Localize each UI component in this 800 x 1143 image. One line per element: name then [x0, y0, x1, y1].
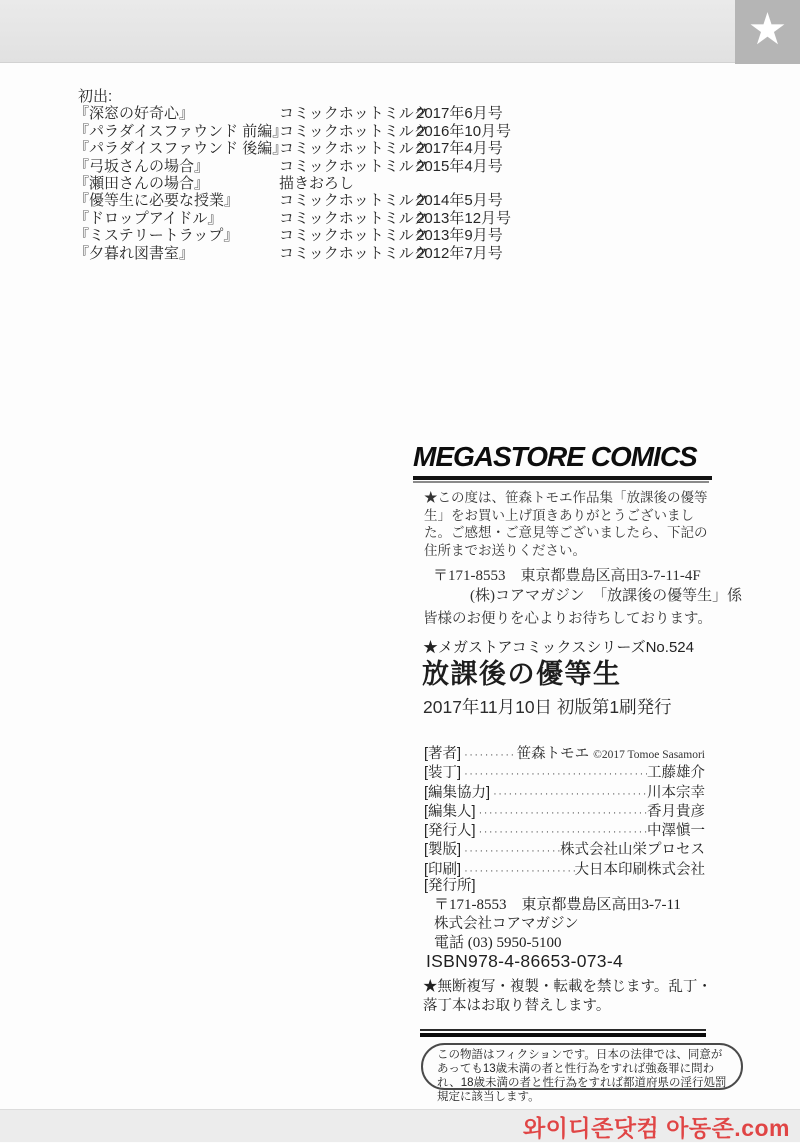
- issue-date: 2013年12月号: [416, 209, 512, 227]
- credit-label: [製版]: [424, 842, 462, 859]
- publication-row: [74, 140, 511, 157]
- credit-label: [著者]: [424, 746, 462, 762]
- magazine-name: 描きおろし: [279, 175, 355, 193]
- copy-prohibition-notice: ★無断複写・複製・転載を禁じます。乱丁・落丁本はお取り替えします。: [423, 979, 712, 1014]
- work-title: 『優等生に必要な授業』: [74, 192, 240, 210]
- rule-thick: [420, 1033, 706, 1037]
- credit-row-editing-support: [424, 781, 705, 800]
- credit-value: 中澤愼一: [647, 823, 705, 840]
- magazine-name: コミックホットミルク: [279, 244, 429, 262]
- credit-label: [発行人]: [424, 823, 476, 840]
- publisher-company: 株式会社コアマガジン: [434, 916, 579, 932]
- mail-address-line1: 〒171-8553 東京都豊島区高田3-7-11-4F: [433, 568, 701, 584]
- credit-label: [編集協力]: [424, 784, 491, 801]
- watermark-text: 와이디존닷컴 아동존.com: [522, 1114, 790, 1141]
- credit-value: 香月貴彦: [647, 803, 705, 820]
- publication-row: [74, 175, 511, 192]
- issue-date: 2014年5月号: [416, 192, 503, 210]
- mail-address-line2: (株)コアマガジン 「放課後の優等生」係: [470, 588, 743, 604]
- work-title: 『夕暮れ図書室』: [74, 244, 195, 262]
- dot-leader: [461, 768, 647, 780]
- magazine-name: コミックホットミルク: [279, 157, 429, 175]
- book-title: 放課後の優等生: [422, 659, 622, 689]
- credit-value: 笹森トモエ: [516, 746, 590, 762]
- dot-leader: [461, 865, 574, 877]
- publication-row: [74, 123, 511, 140]
- dot-leader: [476, 826, 647, 838]
- credit-label: [装丁]: [424, 765, 462, 782]
- publisher-phone: 電話 (03) 5950-5100: [434, 935, 562, 951]
- reader-mail-address: [433, 566, 742, 606]
- issue-date: 2016年10月号: [416, 122, 512, 140]
- thank-you-note: ★この度は、笹森トモエ作品集「放課後の優等生」をお買い上げ頂きありがとうございました。ご感想・ご意見等ございましたら、下記の住所までお送りください。: [424, 490, 708, 558]
- work-title: 『弓坂さんの場合』: [74, 157, 210, 175]
- isbn-number: ISBN978-4-86653-073-4: [426, 951, 623, 971]
- dot-leader: [461, 749, 517, 761]
- waiting-note: 皆様のお便りを心よりお待ちしております。: [423, 611, 712, 627]
- credit-row-editor: [424, 800, 705, 819]
- issue-date: 2013年9月号: [416, 227, 503, 245]
- credit-label: [印刷]: [424, 861, 462, 878]
- publication-row: [74, 245, 511, 262]
- magazine-name: コミックホットミルク: [279, 209, 429, 227]
- double-rule: [420, 1029, 706, 1037]
- first-publication-heading: 初出:: [78, 88, 113, 105]
- credit-row-plate-making: [424, 838, 705, 857]
- credits-list: [424, 742, 705, 877]
- work-title: 『深窓の好奇心』: [74, 105, 195, 123]
- magazine-name: コミックホットミルク: [279, 192, 429, 210]
- edition-date: 2017年11月10日 初版第1刷発行: [423, 697, 672, 717]
- work-title: 『瀬田さんの場合』: [74, 175, 210, 193]
- publisher-label: [発行所]: [424, 878, 476, 894]
- work-title: 『パラダイスファウンド 前編』: [74, 122, 288, 140]
- credit-value: 工藤雄介: [647, 765, 705, 782]
- publisher-address: 〒171-8553 東京都豊島区高田3-7-11: [434, 897, 681, 913]
- dot-leader: [476, 807, 647, 819]
- first-publication-section: [74, 88, 511, 262]
- issue-date: 2017年6月号: [416, 105, 503, 123]
- credit-row-printing: [424, 858, 705, 877]
- rule-thin: [420, 1029, 706, 1031]
- publication-row: [74, 105, 511, 122]
- series-number: ★メガストアコミックスシリーズNo.524: [423, 639, 694, 656]
- work-title: 『パラダイスファウンド 後編』: [74, 140, 288, 158]
- star-box: [735, 0, 800, 64]
- work-title: 『ミステリートラップ』: [74, 227, 239, 245]
- credit-value: 川本宗幸: [647, 784, 705, 801]
- magazine-name: コミックホットミルク: [279, 227, 429, 245]
- logo-rule-thin: [413, 481, 709, 483]
- issue-date: 2015年4月号: [416, 157, 503, 175]
- magazine-name: コミックホットミルク: [279, 105, 429, 123]
- credit-value: 大日本印刷株式会社: [574, 861, 705, 878]
- work-title: 『ドロップアイドル』: [74, 209, 223, 227]
- dot-leader: [490, 788, 647, 800]
- dot-leader: [461, 845, 560, 857]
- credit-value: 株式会社山栄プロセス: [560, 842, 705, 859]
- publication-row: [74, 210, 511, 227]
- credit-row-design: [424, 761, 705, 780]
- publication-row: [74, 158, 511, 175]
- logo-text: MEGASTORE COMICS: [413, 441, 697, 472]
- top-scan-band: [0, 0, 800, 63]
- star-icon: ★: [747, 5, 788, 54]
- credit-label: [編集人]: [424, 803, 476, 820]
- megastore-comics-logo: [413, 441, 712, 483]
- publication-row: [74, 192, 511, 209]
- issue-date: 2017年4月号: [416, 140, 503, 158]
- credit-row-author: [424, 742, 705, 761]
- issue-date: 2012年7月号: [416, 244, 503, 262]
- magazine-name: コミックホットミルク: [279, 140, 429, 158]
- logo-rule-thick: [413, 476, 712, 480]
- credit-row-issuer: [424, 819, 705, 838]
- copyright-text: ©2017 Tomoe Sasamori: [593, 749, 705, 761]
- publication-row: [74, 227, 511, 244]
- bottom-watermark-strip: [0, 1109, 800, 1142]
- fiction-disclaimer-box: この物語はフィクションです。日本の法律では、同意があっても13歳未満の者と性行為をすれば強姦罪に問われ、18歳未満の者と性行為をすれば都道府県の淫行処罰規定に該当します。: [421, 1043, 743, 1090]
- publisher-block: [424, 877, 681, 953]
- magazine-name: コミックホットミルク: [279, 122, 429, 140]
